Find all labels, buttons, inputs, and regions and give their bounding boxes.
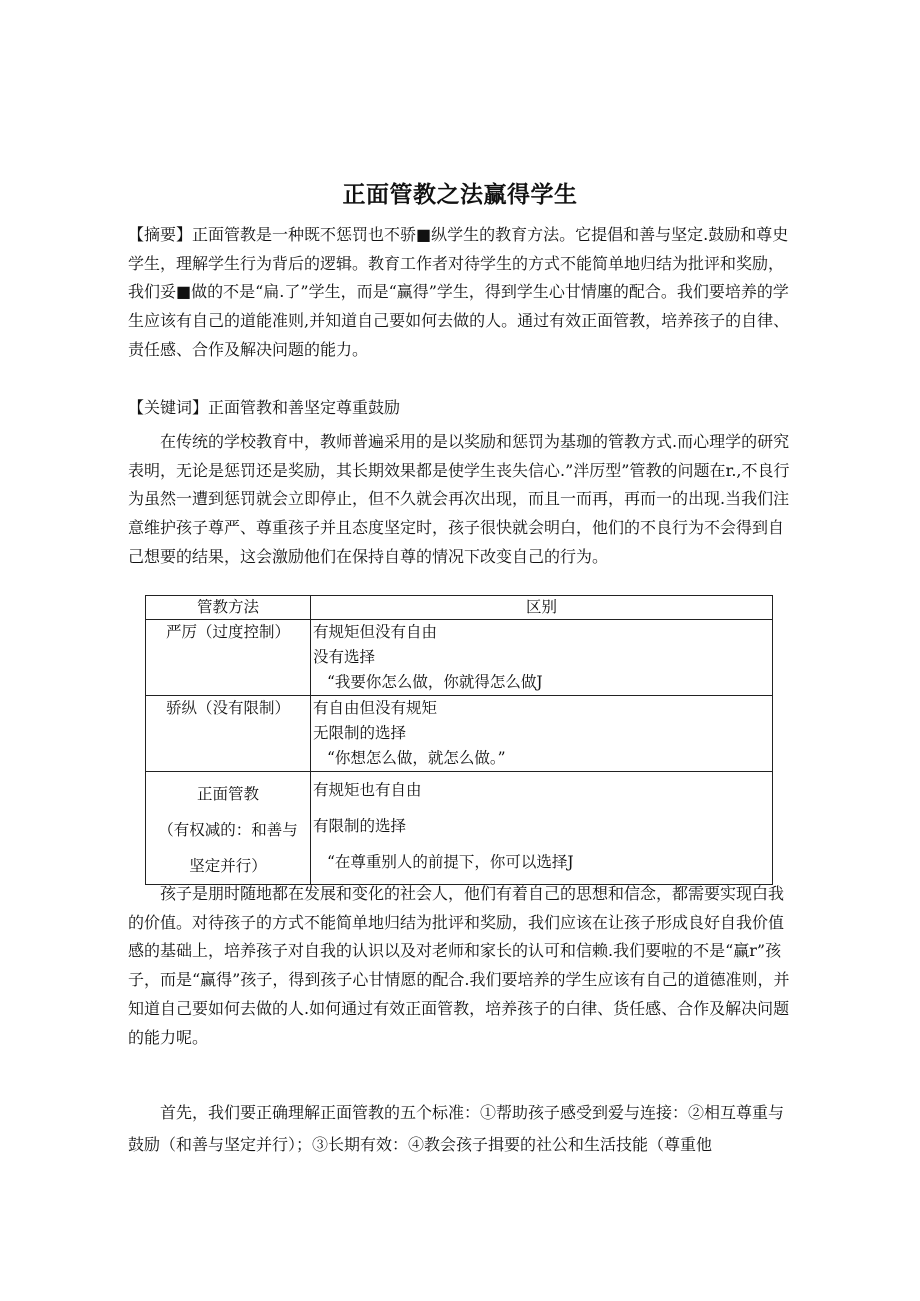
table-row [146, 696, 773, 772]
table-cell-method [146, 696, 311, 772]
table-row [146, 620, 773, 696]
desc-line: 有规矩也有自由 [313, 781, 422, 799]
para3-text: 首先，我们要正确理解正面管教的五个标准：①帮助孩子感受到爱与连接：②相互尊重与鼓励（和善与坚定并行）；③长期有效：④教会孩子揖要的社公和生活技能（尊重他 [128, 1103, 785, 1154]
desc-quote: “在尊重别人的前提下，你可以选择J [327, 853, 574, 871]
desc-quote: “我要你怎么做，你就得怎么做J [327, 673, 543, 691]
body-paragraph-3 [128, 1097, 792, 1161]
table-cell-desc [311, 696, 773, 772]
method-line: 正面管教 [196, 785, 259, 803]
method-line: 骄纵（没有限制） [165, 699, 290, 717]
desc-line: 有规矩但没有自由 [313, 623, 438, 641]
method-line: （有权减的：和善与 [158, 821, 298, 839]
desc-line: 有限制的选择 [313, 817, 407, 835]
table-cell-method [146, 772, 311, 885]
desc-line: 有自由但没有规矩 [313, 699, 438, 717]
desc-line: 无限制的选择 [313, 724, 407, 742]
table-header-method: 管教方法 [146, 596, 311, 620]
abstract-text: 【摘要】正面管教是一种既不惩罚也不骄■纵学生的教育方法。它提倡和善与坚定.鼓励和尊史学生，理解学生行为背后的逻辑。教育工作者对待学生的方式不能简单地归结为批评和奖励，我们妥■做的不是“扁.了”学生，而是“赢得”学生，得到学生心甘情廛的配合。我们要培养的学生应该有自己的道能准则,并知道自己要如何去做的人。通过有效正面管教，培养孩子的自律、责任感、合作及解决问题的能力。 [128, 225, 790, 359]
intro-paragraph [128, 428, 792, 572]
comparison-table [145, 595, 773, 885]
para2-text: 孩子是朋时随地都在发展和变化的社会人，他们有着自己的思想和信念，都需要实现白我的价值。对待孩子的方式不能简单地归结为批评和奖励，我们应该在让孩子形成良好自我价值感的基础上，培养孩子对自我的认识以及对老师和家长的认可和信赖.我们要啦的不是“赢r”孩子，而是“赢得”孩子，得到孩子心甘情愿的配合.我们要培养的学生应该有自己的道德准则，并知道自己要如何去做的人.如何通过有效正面管教，培养孩子的白律、货任感、合作及解决问题的能力呢。 [128, 884, 790, 1047]
table-row [146, 772, 773, 885]
abstract-paragraph [128, 221, 792, 365]
document-title: 正面管教之法赢得学生 [342, 182, 578, 208]
desc-line: 没有选择 [313, 648, 376, 666]
table-header-row [146, 596, 773, 620]
desc-quote: “你想怎么做，就怎么做。” [327, 749, 506, 767]
table-header-difference: 区别 [311, 596, 773, 620]
table-cell-desc [311, 772, 773, 885]
table-cell-method [146, 620, 311, 696]
intro-text: 在传统的学校教育中，教师普遍采用的是以奖励和惩罚为基珈的管教方式.而心理学的研究表明，无论是惩罚还是奖励，其长期效果都是使学生丧失信心.”泮厉型”管教的问题在r.,不良行为虽然一遭到惩罚就会立即停止，但不久就会再次出现，而且一而再，再而一的出现.当我们注意维护孩子尊严、尊重孩子并且态度坚定时，孩子很快就会明白，他们的不良行为不会得到自己想要的结果，这会激励他们在保持自尊的情况下改变自己的行为。 [128, 432, 790, 566]
method-line: 严厉（过度控制） [165, 623, 290, 641]
table-cell-desc [311, 620, 773, 696]
body-paragraph-2 [128, 880, 792, 1052]
keywords-paragraph [128, 394, 792, 423]
keywords-text: 【关键词】正面管教和善坚定尊重鼓励 [128, 398, 401, 417]
method-line: 坚定并行） [189, 857, 267, 875]
